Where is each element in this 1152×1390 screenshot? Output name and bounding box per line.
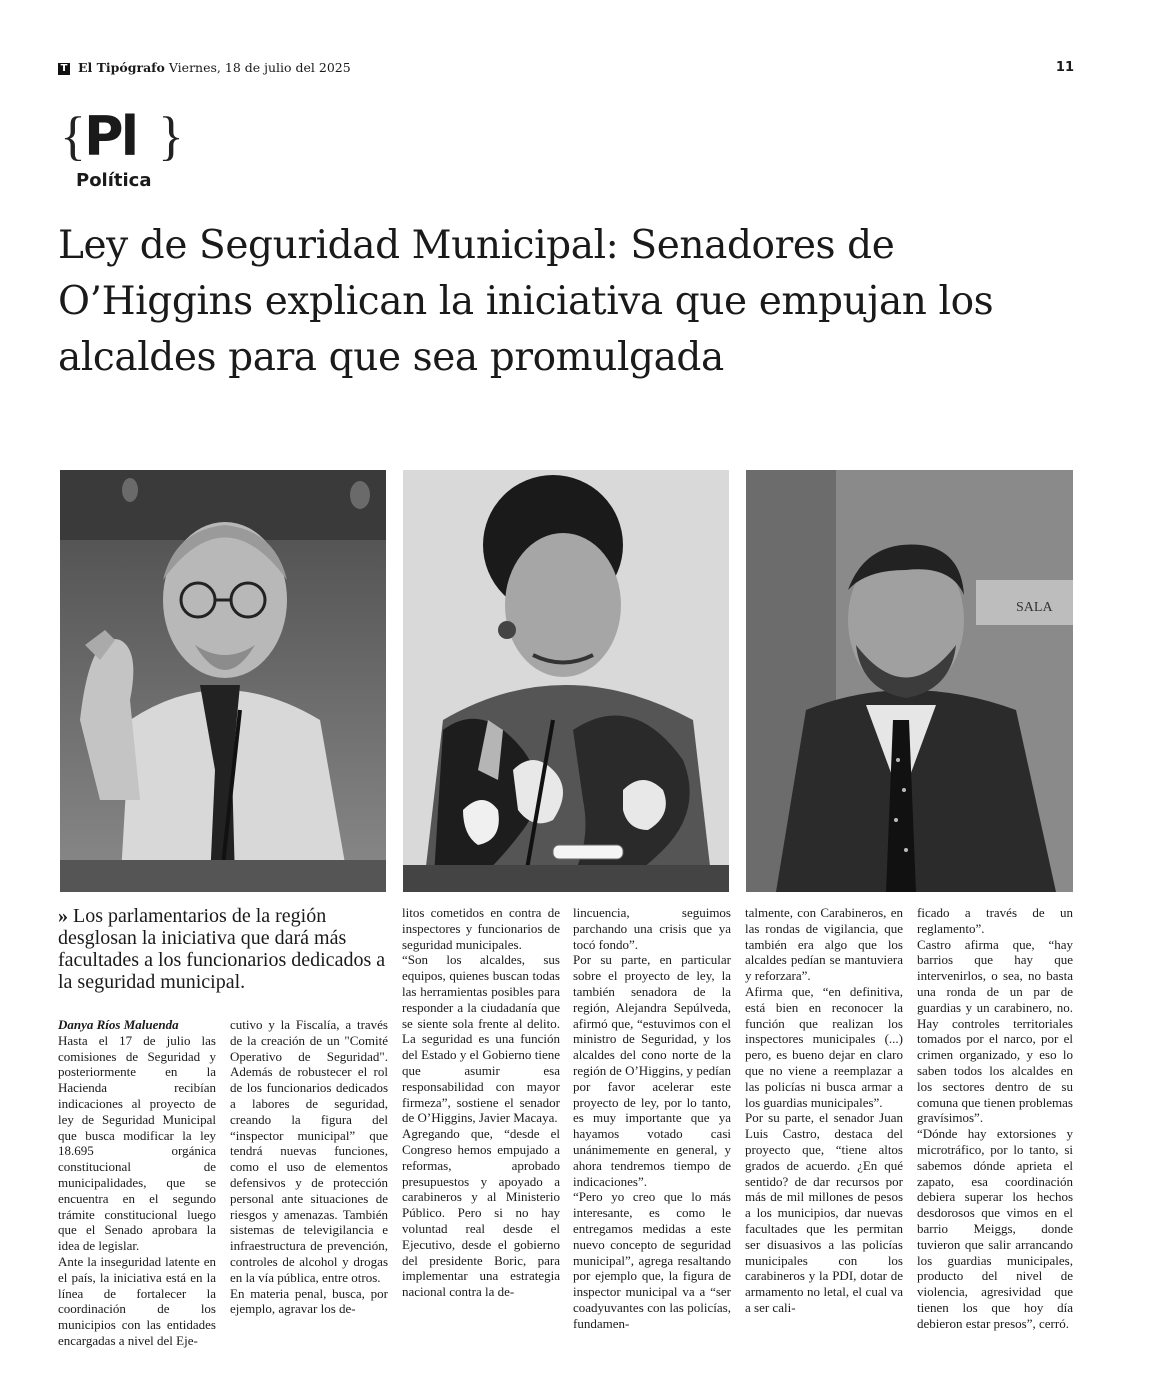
publication-name: El Tipógrafo <box>77 60 165 75</box>
paragraph: Agregando que, “desde el Congreso hemos empujado a reformas, aprobado presupuestos y apoyado a carabineros y al Ministerio Público. Pero si no hay voluntad real desde el Ejecutivo, desde el gobierno del presidente Boric, para implementar una estrategia nacional contra la de- <box>402 1126 560 1300</box>
paragraph: “Pero yo creo que lo más interesante, es como le entregamos medidas a este nuevo concepto de seguridad municipal”, agrega resaltando por ejemplo que, la figura de inspector municipal va a “ser coadyuvantes con las policías, fundamen- <box>573 1189 731 1331</box>
publication-logo: T <box>58 63 70 75</box>
text-column-3 <box>402 905 560 1300</box>
section-abbreviation: Pl <box>84 105 137 168</box>
text-column-5 <box>745 905 903 1316</box>
text-column-1 <box>58 1017 216 1349</box>
paragraph: ficado a través de un reglamento”. <box>917 905 1073 936</box>
text-column-6 <box>917 905 1073 1332</box>
paragraph: Hasta el 17 de julio las comisiones de Seguridad y posteriormente en la Hacienda recibían indicaciones al proyecto de ley de Seguridad Municipal que busca modificar la ley 18.695 orgánica constitucional de municipalidades, que se encuentra en el segundo trámite constitucional luego que el Senado aprobara la idea de legislar. <box>58 1032 216 1254</box>
paragraph: Ante la inseguridad latente en el país, la iniciativa está en la línea de fortalecer la coordinación de los municipios con las entidades encargadas a nivel del Eje- <box>58 1253 216 1348</box>
paragraph: lincuencia, seguimos parchando una crisis que ya tocó fondo”. <box>573 905 731 952</box>
byline: Danya Ríos Maluenda <box>58 1017 179 1032</box>
page-header <box>58 60 1074 80</box>
photo-senator-castro <box>746 470 1073 892</box>
deck-text: Los parlamentarios de la región desglosan la iniciativa que dará más facultades a los funcionarios dedicados a la seguridad municipal. <box>58 905 386 993</box>
text-column-4 <box>573 905 731 1332</box>
photo-senator-sepulveda <box>403 470 729 892</box>
paragraph: talmente, con Carabineros, en las rondas de vigilancia, que también era algo que los alcaldes pedían se mantuviera y reforzara”. <box>745 905 903 984</box>
text-column-2 <box>230 1017 388 1317</box>
page-number: 11 <box>1055 60 1074 75</box>
article-headline: Ley de Seguridad Municipal: Senadores de O’Higgins explican la iniciativa que empujan los alcaldes para que sea promulgada <box>58 223 994 380</box>
paragraph: Afirma que, “en definitiva, está bien en reconocer la función que realizan los inspectores municipales (...) pero, es bueno dejar en claro que no viene a reemplazar a las policías ni busca armar a los guardias municipales”. <box>745 983 903 1110</box>
section-brace-right: } <box>158 106 184 166</box>
issue-date: Viernes, 18 de julio del 2025 <box>168 60 351 75</box>
deck-marker: » <box>58 905 68 927</box>
paragraph: “Dónde hay extorsiones y microtráfico, por lo tanto, si sabemos dónde aprieta el zapato, esa coordinación debiera superar los hechos desdorosos que vimos en el barrio Meiggs, donde tuvieron que salir arrancando los guardias municipales, producto del nivel de violencia, agresividad que tienen los que hoy día debieron estar presos”, cerró. <box>917 1126 1073 1331</box>
paragraph: En materia penal, busca, por ejemplo, agravar los de- <box>230 1285 388 1317</box>
sign-text: SALA <box>1016 600 1053 615</box>
paragraph: “Son los alcaldes, sus equipos, quienes buscan todas las herramientas posibles para responder a la ciudadanía que se siente sola frente al delito. La seguridad es una función del Estado y el Gobierno tiene que asumir esa responsabilidad con mayor firmeza”, sostiene el senador de O’Higgins, Javier Macaya. <box>402 952 560 1126</box>
section-name: Política <box>76 170 152 191</box>
paragraph: cutivo y la Fiscalía, a través de la creación de un "Comité Operativo de Seguridad". Además de robustecer el rol de los funcionarios dedicados a labores de seguridad, creando la figura del “inspector municipal” que tendrá nuevas funciones, como el uso de elementos defensivos y de protección personal ante situaciones de riesgos y amenazas. También sistemas de televigilancia e infraestructura de prevención, controles de alcohol y drogas en la vía pública, entre otros. <box>230 1017 388 1285</box>
paragraph: Por su parte, en particular sobre el proyecto de ley, la también senadora de la región, Alejandra Sepúlveda, afirmó que, “estuvimos con el ministro de Seguridad, y los alcaldes del cono norte de la región de O’Higgins, y pedían por favor acelerar este proyecto de ley, por lo tanto, es muy importante que ya hayamos votado casi unánimemente en general, y ahora tendremos tiempo de indicaciones”. <box>573 952 731 1189</box>
paragraph: litos cometidos en contra de inspectores y funcionarios de seguridad municipales. <box>402 905 560 952</box>
photo-senator-macaya <box>60 470 386 892</box>
paragraph: Castro afirma que, “hay barrios que hay que intervenirlos, o sea, no basta una ronda de un par de guardias y un carabinero, no. Hay controles territoriales tomados por el narco, por el crimen organizado, y eso lo saben todos los alcaldes en los sectores dentro de su comuna que tienen problemas gravísimos”. <box>917 936 1073 1126</box>
paragraph: Por su parte, el senador Juan Luis Castro, destaca del proyecto que, “tiene altos grados de acuerdo. ¿En qué sentido? de dar recursos por más de mil millones de pesos a los municipios, dar nuevas facultades que les permitan ser disuasivos a las policías municipales con los carabineros y la PDI, dotar de armamento no letal, el cual va a ser cali- <box>745 1110 903 1315</box>
article-deck <box>58 905 388 993</box>
section-label <box>58 104 198 194</box>
section-brace-left: { <box>60 106 86 166</box>
